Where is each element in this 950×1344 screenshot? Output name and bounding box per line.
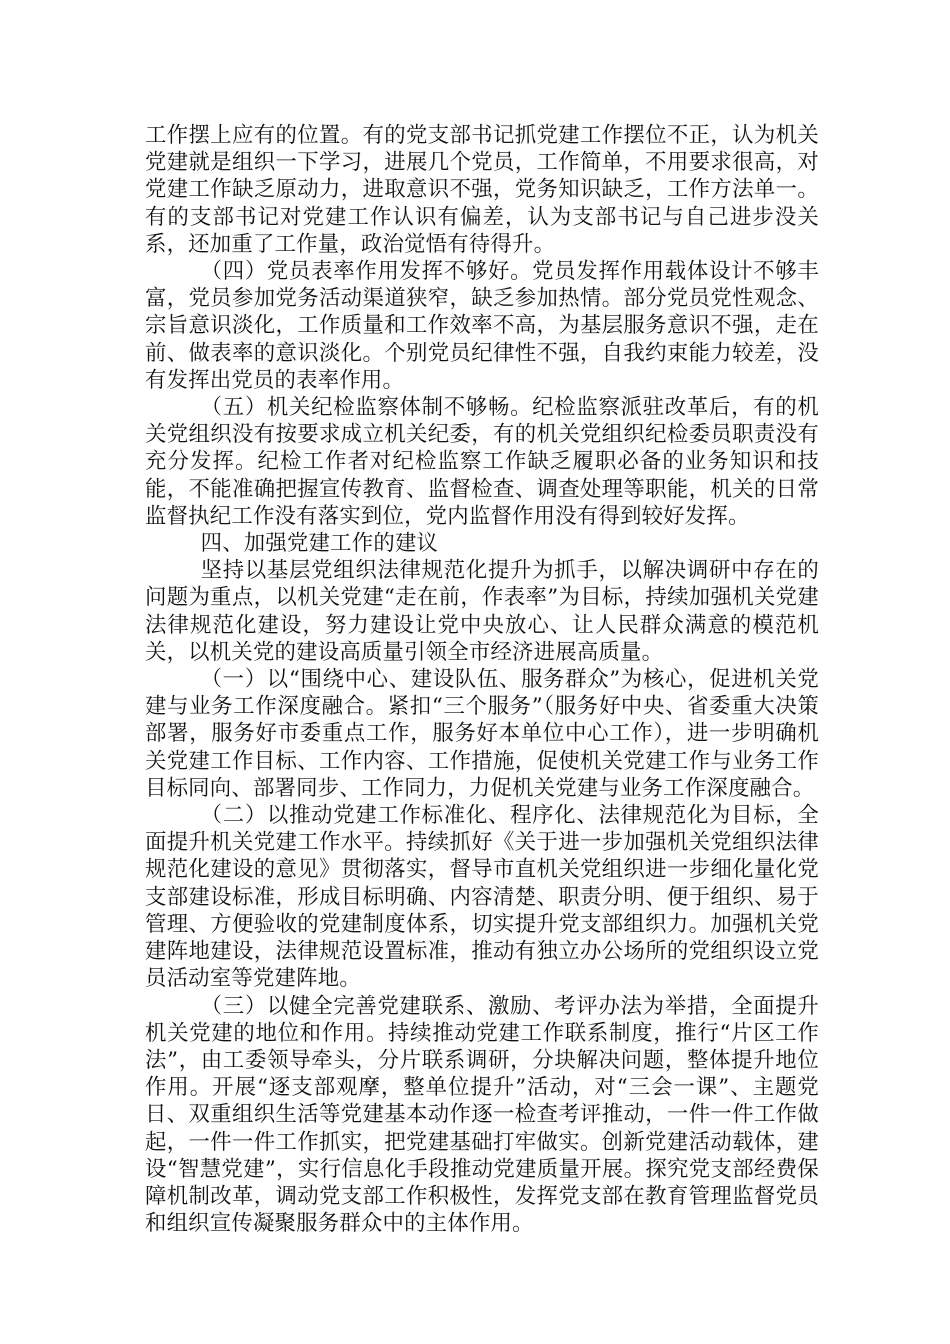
paragraph-section-5: （五）机关纪检监察体制不够畅。纪检监察派驻改革后，有的机关党组织没有按要求成立机关纪委，有的机关党组织纪检委员职责没有充分发挥。纪检工作者对纪检监察工作缺乏履职必备的业务知识和技能，不能准确把握宣传教育、监督检查、调查处理等职能，机关的日常监督执纪工作没有落实到位，党内监督作用没有得到较好发挥。: [145, 395, 819, 529]
document-body: [145, 122, 819, 1237]
paragraph-suggestion-2: （二）以推动党建工作标准化、程序化、法律规范化为目标，全面提升机关党建工作水平。持续抓好《关于进一步加强机关党组织法律规范化建设的意见》贯彻落实，督导市直机关党组织进一步细化量化党支部建设标准，形成目标明确、内容清楚、职责分明、便于组织、易于管理、方便验收的党建制度体系，切实提升党支部组织力。加强机关党建阵地建设，法律规范设置标准，推动有独立办公场所的党组织设立党员活动室等党建阵地。: [145, 803, 819, 992]
paragraph-continuation: 工作摆上应有的位置。有的党支部书记抓党建工作摆位不正，认为机关党建就是组织一下学习，进展几个党员，工作简单，不用要求很高，对党建工作缺乏原动力，进取意识不强，党务知识缺乏，工作方法单一。有的支部书记对党建工作认识有偏差，认为支部书记与自己进步没关系，还加重了工作量，政治觉悟有待得升。: [145, 123, 819, 257]
paragraph-suggestion-1: （一）以“围绕中心、建设队伍、服务群众”为核心，促进机关党建与业务工作深度融合。紧扣“三个服务”（服务好中央、省委重大决策部署，服务好市委重点工作，服务好本单位中心工作），进一步明确机关党建工作目标、工作内容、工作措施，促使机关党建工作与业务工作目标同向、部署同步、工作同力，力促机关党建与业务工作深度融合。: [145, 667, 819, 801]
paragraph-suggestion-3: （三）以健全完善党建联系、激励、考评办法为举措，全面提升机关党建的地位和作用。持续推动党建工作联系制度，推行“片区工作法”，由工委领导牵头，分片联系调研，分块解决问题，整体提升地位作用。开展“逐支部观摩，整单位提升”活动，对“三会一课”、主题党日、双重组织生活等党建基本动作逐一检查考评推动，一件一件工作做起，一件一件工作抓实，把党建基础打牢做实。创新党建活动载体，建设“智慧党建”，实行信息化手段推动党建质量开展。探究党支部经费保障机制改革，调动党支部工作积极性，发挥党支部在教育管理监督党员和组织宣传凝聚服务群众中的主体作用。: [145, 993, 819, 1237]
paragraph-section-4: （四）党员表率作用发挥不够好。党员发挥作用载体设计不够丰富，党员参加党务活动渠道狭窄，缺乏参加热情。部分党员党性观念、宗旨意识淡化，工作质量和工作效率不高，为基层服务意识不强，走在前、做表率的意识淡化。个别党员纪律性不强，自我约束能力较差，没有发挥出党员的表率作用。: [145, 259, 819, 393]
section-heading: 四、加强党建工作的建议: [200, 531, 439, 557]
paragraph-intro: 坚持以基层党组织法律规范化提升为抓手，以解决调研中存在的问题为重点，以机关党建“走在前，作表率”为目标，持续加强机关党建法律规范化建设，努力建设让党中央放心、让人民群众满意的模范机关，以机关党的建设高质量引领全市经济进展高质量。: [145, 558, 819, 665]
